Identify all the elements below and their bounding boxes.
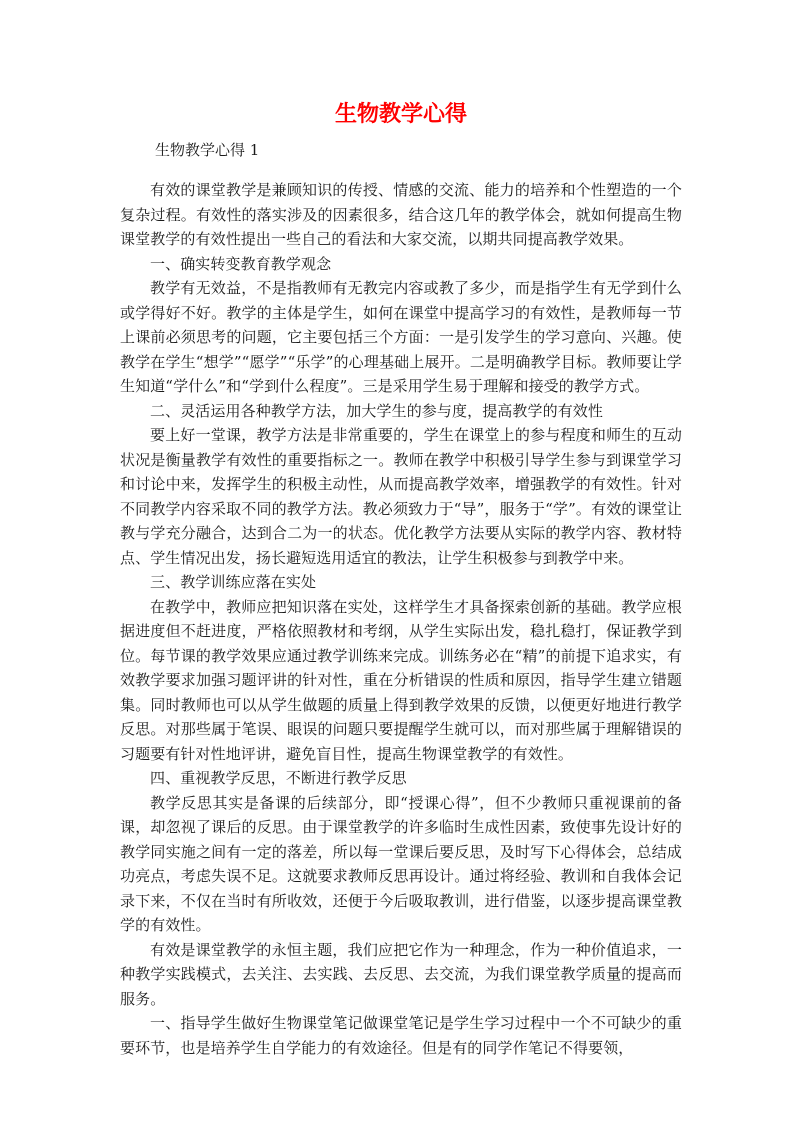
paragraph-conclusion: 有效是课堂教学的永恒主题，我们应把它作为一种理念，作为一种价值追求，一种教学实践模式，去关注、去实践、去反思、去交流，为我们课堂教学质量的提高而服务。: [120, 940, 682, 1008]
paragraph-section-2: 要上好一堂课，教学方法是非常重要的，学生在课堂上的参与程度和师生的互动状况是衡量教学有效性的重要指标之一。教师在教学中积极引导学生参与到课堂学习和讨论中来，发挥学生的积极主动性，从而提高教学效率，增强教学的有效性。针对不同教学内容采取不同的教学方法。教必须致力于“导”，服务于“学”。有效的课堂让教与学充分融合，达到合二为一的状态。优化教学方法要从实际的教学内容、教材特点、学生情况出发，扬长避短选用适宜的教法，让学生积极参与到教学中来。: [120, 426, 682, 567]
paragraph-section-3: 在教学中，教师应把知识落在实处，这样学生才具备探索创新的基础。教学应根据进度但不赶进度，严格依照教材和考纲，从学生实际出发，稳扎稳打，保证教学到位。每节课的教学效果应通过教学训练来完成。训练务必在“精”的前提下追求实，有效教学要求加强习题评讲的针对性，重在分析错误的性质和原因，指导学生建立错题集。同时教师也可以从学生做题的质量上得到教学效果的反馈，以便更好地进行教学反思。对那些属于笔误、眼误的问题只要提醒学生就可以，而对那些属于理解错误的习题要有针对性地评讲，避免盲目性，提高生物课堂教学的有效性。: [120, 597, 682, 763]
document-body: [120, 178, 682, 1060]
section-heading-1: 一、确实转变教育教学观念: [150, 254, 332, 273]
paragraph-section-4: 教学反思其实是备课的后续部分，即“授课心得”，但不少教师只重视课前的备课，却忽视了课后的反思。由于课堂教学的许多临时生成性因素，致使事先设计好的教学同实施之间有一定的落差，所以每一堂课后要反思，及时写下心得体会，总结成功亮点，考虑失误不足。这就要求教师反思再设计。通过将经验、教训和自我体会记录下来，不仅在当时有所收效，还便于今后吸取教训，进行借鉴，以逐步提高课堂教学的有效性。: [120, 793, 682, 934]
section-heading-4: 四、重视教学反思，不断进行教学反思: [150, 769, 407, 787]
paragraph-notes: 一、指导学生做好生物课堂笔记做课堂笔记是学生学习过程中一个不可缺少的重要环节，也是培养学生自学能力的有效途径。但是有的同学作笔记不得要领，: [120, 1014, 682, 1057]
paragraph-section-1: 教学有无效益，不是指教师有无教完内容或教了多少，而是指学生有无学到什么或学得好不好。教学的主体是学生，如何在课堂中提高学习的有效性，是教师每一节上课前必须思考的问题，它主要包括三个方面：一是引发学生的学习意向、兴趣。使教学在学生“想学”“愿学”“乐学”的心理基础上展开。二是明确教学目标。教师要让学生知道“学什么”和“学到什么程度”。三是采用学生易于理解和接受的教学方式。: [120, 279, 682, 395]
paragraph-intro: 有效的课堂教学是兼顾知识的传授、情感的交流、能力的培养和个性塑造的一个复杂过程。有效性的落实涉及的因素很多，结合这几年的教学体会，就如何提高生物课堂教学的有效性提出一些自己的看法和大家交流，以期共同提高教学效果。: [120, 181, 682, 248]
section-heading-2: 二、灵活运用各种教学方法，加大学生的参与度，提高教学的有效性: [150, 401, 604, 420]
document-title: 生物教学心得: [334, 102, 467, 127]
section-heading-3: 三、教学训练应落在实处: [150, 573, 317, 591]
document-subtitle: 生物教学心得 1: [155, 141, 260, 159]
